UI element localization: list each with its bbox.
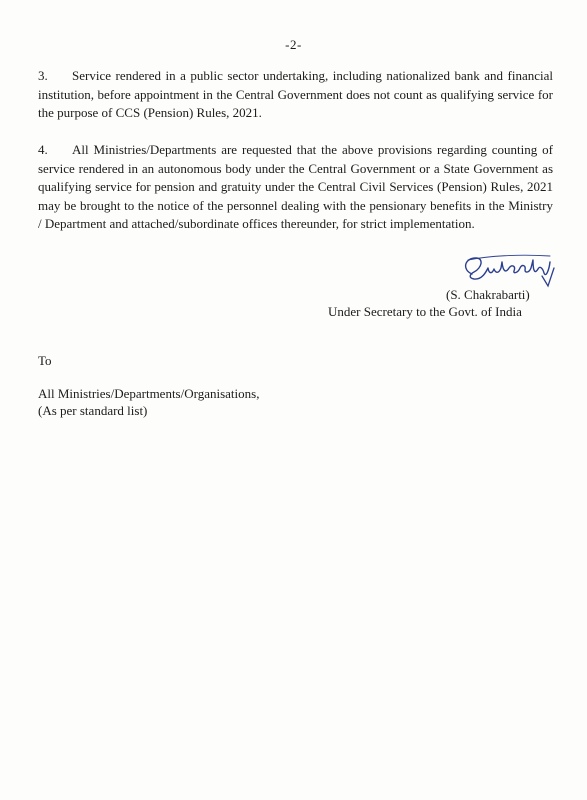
paragraph-text: Service rendered in a public sector undertaking, including nationalized bank and financial institution, before appointment in the Central Government does not count as qualifying service for the purpose of CCS (Pension) Rules, 2021.	[38, 68, 553, 120]
paragraph-4	[38, 141, 553, 234]
paragraph-text: All Ministries/Departments are requested that the above provisions regarding counting of service rendered in an autonomous body under the Central Government or a State Government as qualifying service for pension and gratuity under the Central Civil Services (Pension) Rules, 2021 may be brought to the notice of the personnel dealing with the pensionary benefits in the Ministry / Department and attached/subordinate offices thereunder, for strict implementation.	[38, 142, 553, 231]
handwritten-signature	[458, 252, 556, 288]
to-label: To	[38, 353, 52, 368]
addressee-line: (As per standard list)	[38, 403, 148, 418]
addressee-line: All Ministries/Departments/Organisations,	[38, 386, 260, 401]
paragraph-number: 3.	[38, 68, 48, 83]
page-number: -2-	[285, 37, 302, 52]
addressee-block	[38, 385, 259, 419]
signatory-designation: Under Secretary to the Govt. of India	[328, 304, 522, 319]
paragraph-number: 4.	[38, 142, 48, 157]
paragraph-3	[38, 67, 553, 123]
signatory-name: (S. Chakrabarti)	[446, 287, 530, 302]
